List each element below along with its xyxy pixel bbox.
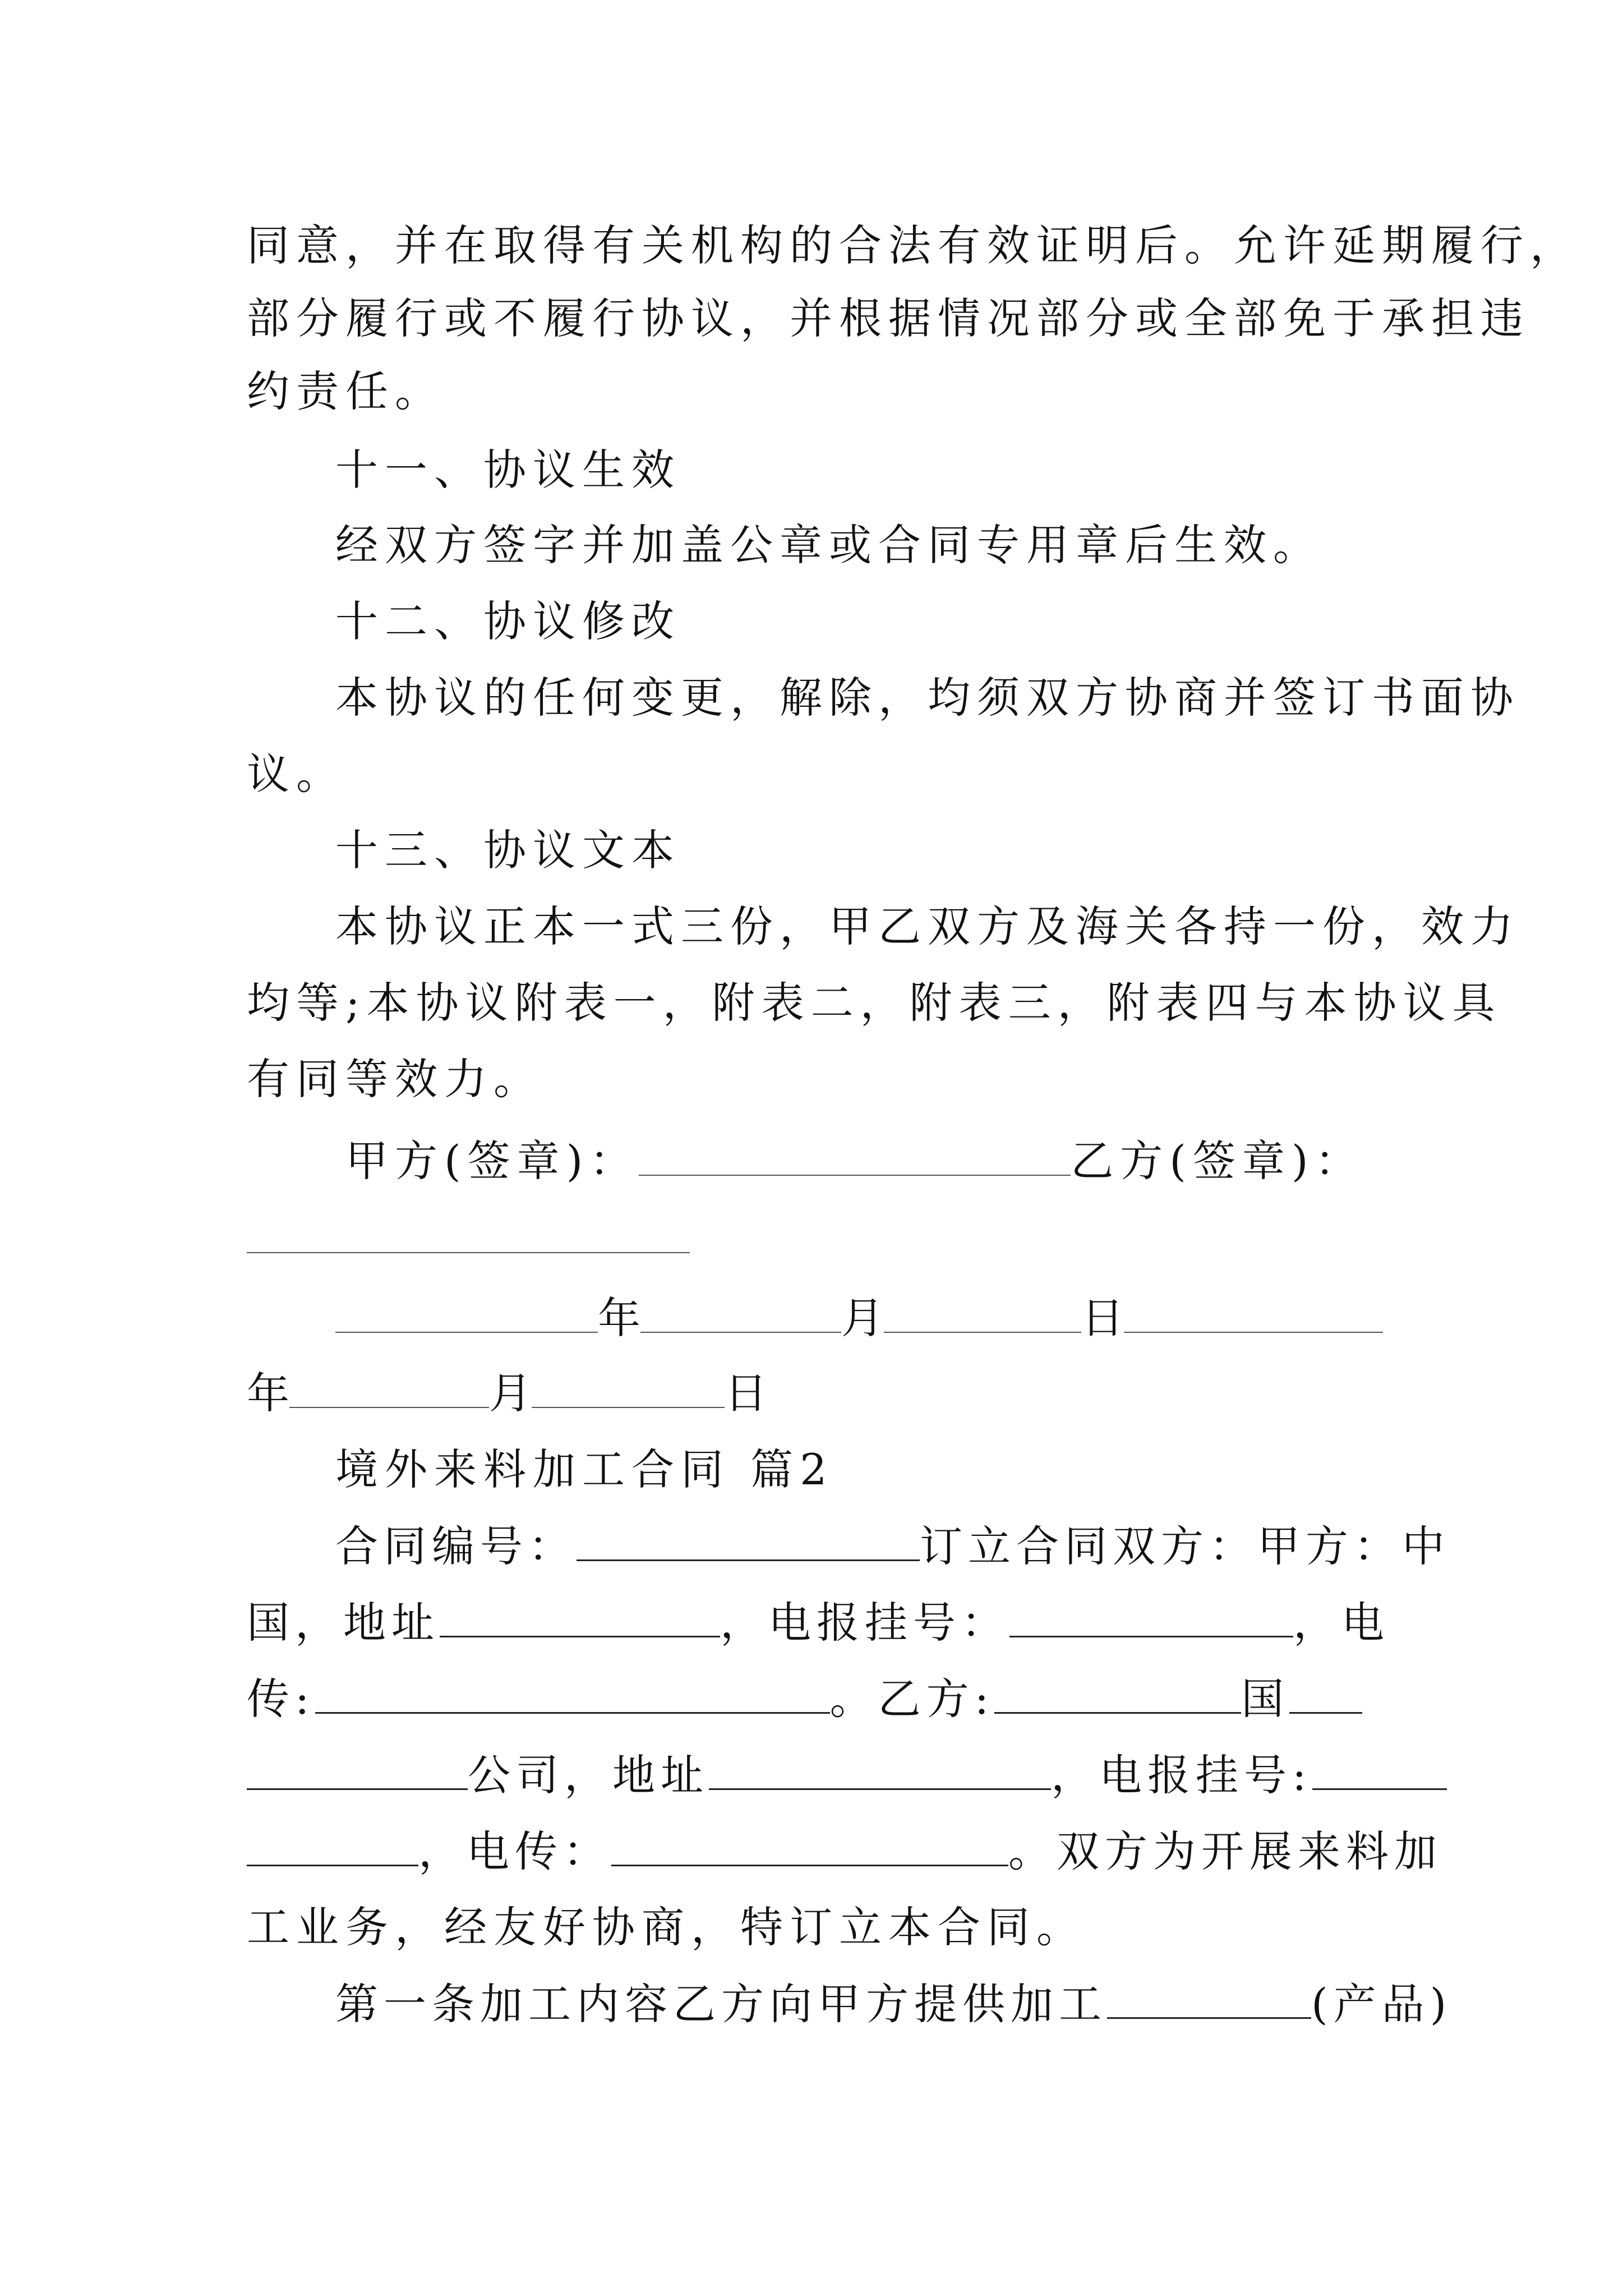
date-row-2 xyxy=(247,1365,1391,1421)
document-title: 境外来料加工合同 篇2 xyxy=(335,1444,834,1494)
fax-b-label: ，电传： xyxy=(418,1826,611,1876)
fax-row xyxy=(247,1671,1391,1727)
fax-b-blank[interactable] xyxy=(611,1823,1008,1866)
fax-blank[interactable] xyxy=(315,1671,830,1714)
telegraph-b-blank-cont[interactable] xyxy=(247,1823,418,1866)
address-row xyxy=(247,1594,1391,1650)
year-label: 年 xyxy=(247,1368,289,1418)
telegraph-label: ，电报挂号： xyxy=(720,1598,1009,1648)
fax-label-start: ，电 xyxy=(1293,1598,1390,1648)
year-blank-b[interactable] xyxy=(1124,1290,1383,1333)
country-label: 国 xyxy=(1241,1674,1290,1724)
purpose-text: 。双方为开展来料加 xyxy=(1008,1826,1442,1876)
telegraph-blank[interactable] xyxy=(1009,1594,1293,1637)
year-label: 年 xyxy=(598,1293,640,1343)
paragraph-line: 经双方签字并加盖公章或合同专用章后生效。 xyxy=(335,520,1322,570)
contract-number-label: 合同编号： xyxy=(335,1521,577,1571)
product-label: (产品) xyxy=(1311,1979,1453,2029)
fax-b-row xyxy=(247,1823,1442,1879)
day-blank-b[interactable] xyxy=(532,1365,725,1408)
party-b-label: 。乙方: xyxy=(829,1674,995,1724)
telegraph-b-blank[interactable] xyxy=(1312,1747,1447,1790)
paragraph-line: 同意，并在取得有关机构的合法有效证明后。允许延期履行， xyxy=(247,220,1579,270)
contract-number-row xyxy=(335,1518,1450,1574)
party-b-signature-label: 乙方(签章)： xyxy=(1071,1136,1364,1186)
paragraph-line: 本协议正本一式三份，甲乙双方及海关各持一份，效力 xyxy=(335,901,1520,951)
paragraph-line: 有同等效力。 xyxy=(247,1054,543,1104)
month-blank-a[interactable] xyxy=(640,1290,841,1333)
month-blank-b[interactable] xyxy=(289,1365,489,1408)
day-label: 日 xyxy=(725,1368,767,1418)
country-address-label: 国，地址 xyxy=(247,1598,440,1648)
party-a-signature-label: 甲方(签章)： xyxy=(345,1136,639,1186)
paragraph-line: 本协议的任何变更，解除，均须双方协商并签订书面协 xyxy=(335,673,1520,723)
company-row xyxy=(247,1747,1391,1803)
paragraph-line: 均等;本协议附表一，附表二，附表三，附表四与本协议具 xyxy=(247,978,1502,1028)
company-name-blank[interactable] xyxy=(247,1747,468,1790)
paragraph-line: 议。 xyxy=(247,749,345,799)
party-b-signature-blank[interactable] xyxy=(247,1252,690,1253)
address-blank[interactable] xyxy=(440,1594,720,1637)
company-address-label: 公司，地址 xyxy=(468,1750,709,1800)
party-b-name-blank[interactable] xyxy=(1289,1671,1362,1714)
month-label: 月 xyxy=(489,1368,532,1418)
article-1-row xyxy=(335,1976,1453,2032)
product-blank[interactable] xyxy=(1107,1976,1311,2019)
company-address-blank[interactable] xyxy=(709,1747,1051,1790)
day-label: 日 xyxy=(1081,1293,1124,1343)
month-label: 月 xyxy=(841,1293,884,1343)
section-heading-12: 十二、协议修改 xyxy=(335,596,681,646)
fax-label: 传: xyxy=(247,1674,315,1724)
year-blank-a[interactable] xyxy=(335,1290,598,1333)
article-1-text: 第一条加工内容乙方向甲方提供加工 xyxy=(335,1979,1107,2029)
paragraph-line: 部分履行或不履行协议，并根据情况部分或全部免于承担违 xyxy=(247,293,1530,343)
paragraph-line: 工业务，经友好协商，特订立本合同。 xyxy=(247,1902,1086,1952)
day-blank-a[interactable] xyxy=(884,1290,1081,1333)
party-b-country-blank[interactable] xyxy=(994,1671,1241,1714)
party-a-signature-blank[interactable] xyxy=(639,1133,1071,1176)
paragraph-line: 约责任。 xyxy=(247,366,444,416)
signature-row xyxy=(345,1133,1391,1189)
date-row xyxy=(335,1290,1391,1346)
section-heading-13: 十三、协议文本 xyxy=(335,825,681,875)
section-heading-11: 十一、协议生效 xyxy=(335,445,681,495)
contract-number-blank[interactable] xyxy=(577,1518,920,1561)
parties-text: 订立合同双方：甲方：中 xyxy=(920,1521,1450,1571)
telegraph-b-label: ，电报挂号: xyxy=(1051,1750,1312,1800)
